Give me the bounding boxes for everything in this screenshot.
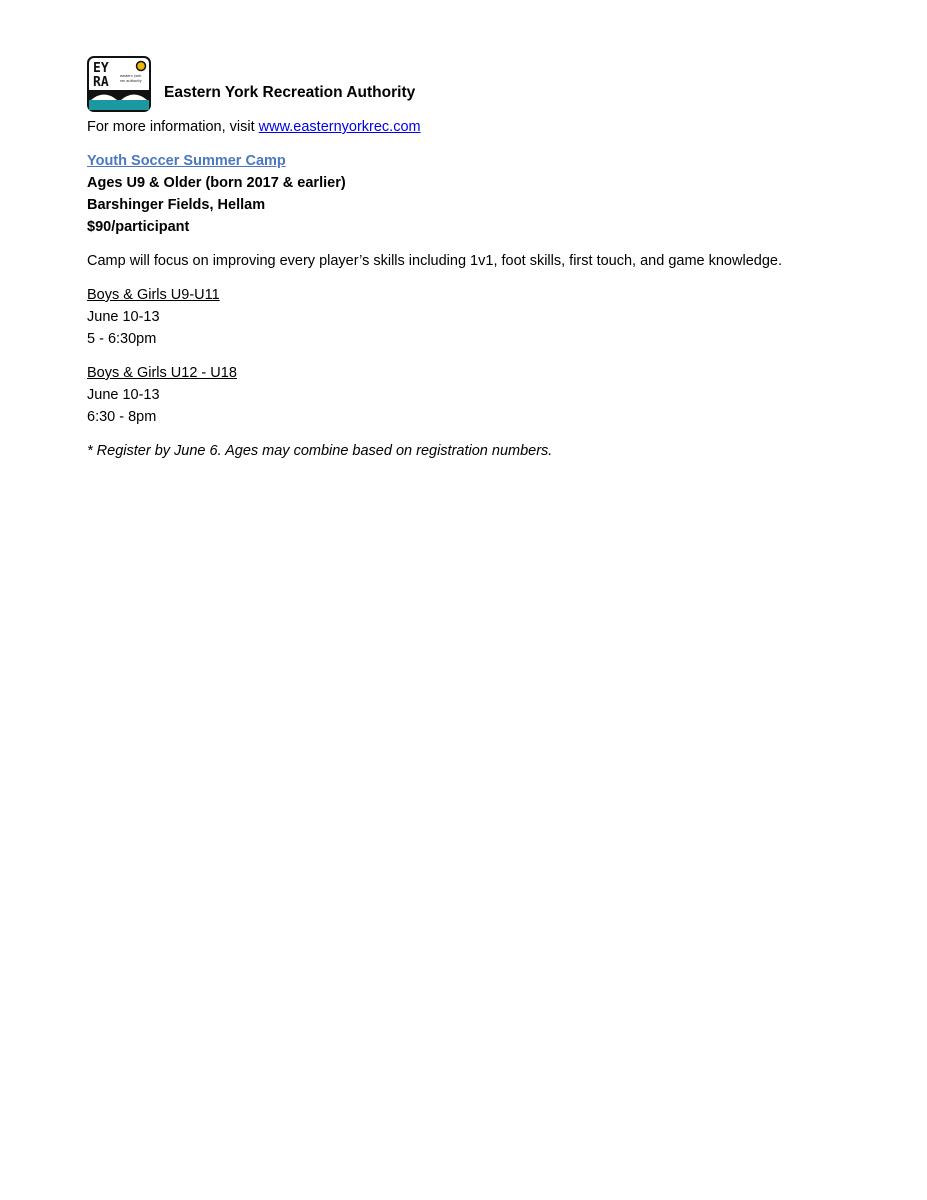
camp-title-wrap [87,138,867,172]
session-title: Boys & Girls U9-U11 [87,287,220,303]
eyra-logo [87,56,151,112]
website-link[interactable]: www.easternyorkrec.com [258,119,421,135]
svg-text:RA: RA [93,75,109,90]
camp-description: Camp will focus on improving every player’s skills including 1v1, foot skills, first touch, and game knowledge. [87,253,782,269]
svg-text:eastern york: eastern york [120,74,142,78]
session-title: Boys & Girls U12 - U18 [87,365,237,381]
info-prefix: For more information, visit [87,119,259,135]
session-block [87,284,867,350]
svg-text:rec authority: rec authority [120,79,142,83]
info-line [87,116,867,138]
session-block [87,362,867,428]
session-time: 6:30 - 8pm [87,409,157,425]
camp-location: Barshinger Fields, Hellam [87,197,266,213]
header [87,54,867,112]
session-time: 5 - 6:30pm [87,331,157,347]
document-page [87,54,867,462]
camp-price: $90/participant [87,219,190,235]
org-name: Eastern York Recreation Authority [164,84,416,101]
camp-title[interactable]: Youth Soccer Summer Camp [87,153,286,169]
camp-ages: Ages U9 & Older (born 2017 & earlier) [87,175,346,191]
session-dates: June 10-13 [87,387,160,403]
svg-text:EY: EY [93,61,109,76]
session-dates: June 10-13 [87,309,160,325]
registration-note: * Register by June 6. Ages may combine based on registration numbers. [87,443,553,459]
